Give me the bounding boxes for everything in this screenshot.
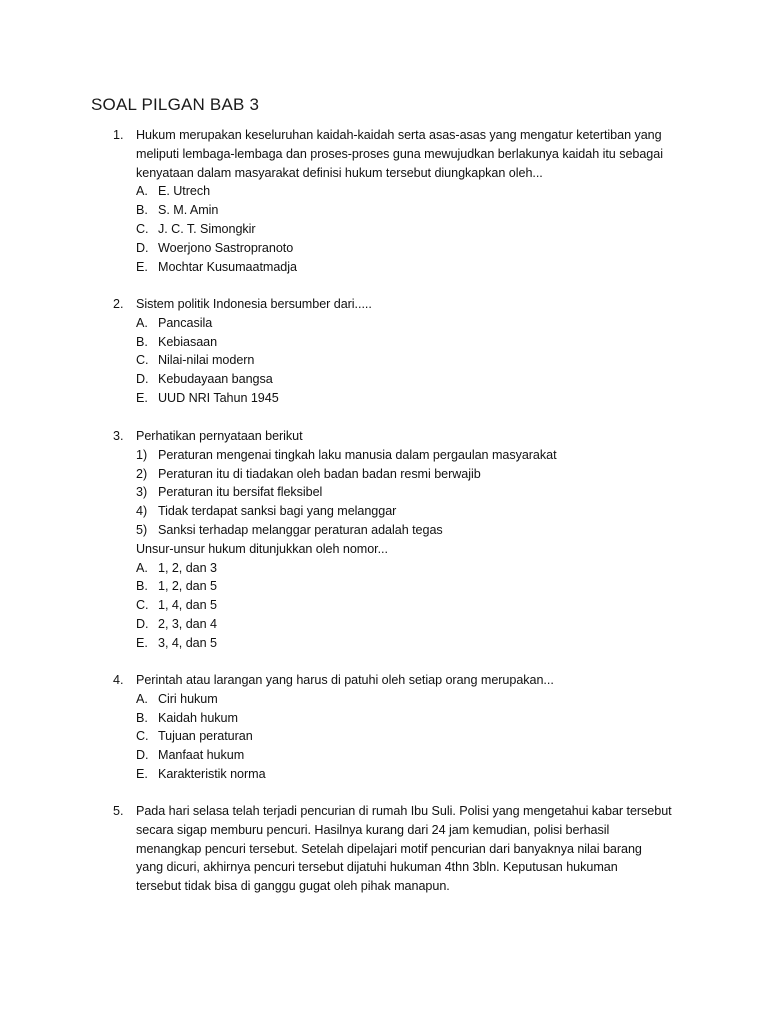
statement-4: [136, 502, 673, 521]
option-text: Karakteristik norma: [158, 766, 266, 781]
option-text: Woerjono Sastropranoto: [158, 240, 294, 255]
question-line: Perintah atau larangan yang harus di patuhi oleh setiap orang merupakan...: [136, 673, 554, 687]
question-prompt: Unsur-unsur hukum ditunjukkan oleh nomor...: [136, 541, 388, 556]
option-text: Kaidah hukum: [158, 710, 238, 725]
question-number: 1.: [113, 128, 124, 142]
question-line: meliputi lembaga-lembaga dan proses-proses guna mewujudkan berlakunya kaidah itu sebagai: [136, 146, 663, 161]
statement-2: [136, 465, 673, 484]
question-number: 5.: [113, 804, 124, 818]
option-key: A.: [136, 691, 148, 706]
statement-text: Peraturan mengenai tingkah laku manusia dalam pergaulan masyarakat: [158, 447, 557, 462]
statement-key: 1): [136, 447, 148, 462]
option-key: B.: [136, 579, 148, 594]
option-e: [136, 634, 673, 653]
statement-key: 3): [136, 485, 148, 500]
question-line: Sistem politik Indonesia bersumber dari.....: [136, 297, 372, 311]
option-text: 3, 4, dan 5: [158, 635, 217, 650]
statement-1: [136, 446, 673, 465]
option-b: [136, 201, 673, 220]
option-e: [136, 389, 673, 408]
statement-text: Peraturan itu di tiadakan oleh badan badan resmi berwajib: [158, 466, 481, 481]
question-line: yang dicuri, akhirnya pencuri tersebut dijatuhi hukuman 4thn 3bln. Keputusan hukuman: [136, 860, 618, 875]
statement-5: [136, 521, 673, 540]
option-key: D.: [136, 240, 149, 255]
option-text: Ciri hukum: [158, 691, 218, 706]
question-number: 2.: [113, 297, 124, 311]
option-c: [136, 351, 673, 370]
option-a: [136, 559, 673, 578]
option-key: B.: [136, 710, 148, 725]
question-line: kenyataan dalam masyarakat definisi hukum tersebut diungkapkan oleh...: [136, 165, 543, 180]
option-text: Tujuan peraturan: [158, 729, 253, 744]
option-b: [136, 709, 673, 728]
option-text: Pancasila: [158, 315, 213, 330]
question-line: Perhatikan pernyataan berikut: [136, 429, 303, 443]
option-text: 1, 2, dan 3: [158, 560, 217, 575]
question-number: 3.: [113, 429, 124, 443]
option-text: Manfaat hukum: [158, 748, 245, 763]
option-key: E.: [136, 635, 148, 650]
option-key: B.: [136, 203, 148, 218]
option-key: C.: [136, 221, 149, 236]
question-line: Pada hari selasa telah terjadi pencurian di rumah Ibu Suli. Polisi yang mengetahui kabar tersebut: [136, 804, 672, 818]
option-key: C.: [136, 353, 149, 368]
option-a: [136, 314, 673, 333]
option-key: A.: [136, 560, 148, 575]
option-text: Kebiasaan: [158, 334, 218, 349]
question-3: [113, 427, 673, 653]
question-line: Hukum merupakan keseluruhan kaidah-kaidah serta asas-asas yang mengatur ketertiban yang: [136, 128, 662, 142]
statement-text: Sanksi terhadap melanggar peraturan adalah tegas: [158, 522, 443, 537]
option-c: [136, 220, 673, 239]
question-text: [136, 671, 673, 690]
option-text: Kebudayaan bangsa: [158, 372, 273, 387]
option-key: E.: [136, 390, 148, 405]
option-text: S. M. Amin: [158, 203, 219, 218]
question-text: [136, 427, 673, 446]
option-b: [136, 333, 673, 352]
option-key: D.: [136, 616, 149, 631]
option-text: 1, 4, dan 5: [158, 598, 217, 613]
option-b: [136, 577, 673, 596]
option-d: [136, 615, 673, 634]
question-line: menangkap pencuri tersebut. Setelah dipelajari motif pencurian dari banyaknya nilai barang: [136, 841, 642, 856]
statement-text: Tidak terdapat sanksi bagi yang melanggar: [158, 504, 397, 519]
option-text: Mochtar Kusumaatmadja: [158, 259, 297, 274]
option-text: Nilai-nilai modern: [158, 353, 255, 368]
document-title: SOAL PILGAN BAB 3: [91, 95, 260, 114]
option-key: A.: [136, 315, 148, 330]
option-d: [136, 239, 673, 258]
option-d: [136, 746, 673, 765]
option-key: C.: [136, 598, 149, 613]
option-c: [136, 727, 673, 746]
option-a: [136, 182, 673, 201]
question-line: tersebut tidak bisa di ganggu gugat oleh pihak manapun.: [136, 879, 450, 894]
option-key: D.: [136, 372, 149, 387]
statement-text: Peraturan itu bersifat fleksibel: [158, 485, 323, 500]
option-text: UUD NRI Tahun 1945: [158, 390, 279, 405]
question-text: [136, 295, 673, 314]
option-d: [136, 370, 673, 389]
option-text: J. C. T. Simongkir: [158, 221, 256, 236]
statement-key: 4): [136, 504, 148, 519]
statement-key: 2): [136, 466, 148, 481]
option-text: E. Utrech: [158, 184, 211, 199]
question-5: [113, 802, 673, 896]
question-2: [113, 295, 673, 408]
option-e: [136, 258, 673, 277]
question-text: [136, 802, 673, 896]
statement-3: [136, 483, 673, 502]
question-text: [136, 126, 673, 182]
option-key: C.: [136, 729, 149, 744]
option-key: D.: [136, 748, 149, 763]
option-key: B.: [136, 334, 148, 349]
option-text: 1, 2, dan 5: [158, 579, 217, 594]
option-c: [136, 596, 673, 615]
question-line: secara sigap memburu pencuri. Hasilnya kurang dari 24 jam kemudian, polisi berhasil: [136, 822, 610, 837]
option-key: E.: [136, 259, 148, 274]
question-number: 4.: [113, 673, 124, 687]
statement-key: 5): [136, 522, 148, 537]
option-a: [136, 690, 673, 709]
question-4: [113, 671, 673, 784]
option-e: [136, 765, 673, 784]
option-key: E.: [136, 766, 148, 781]
question-1: [113, 126, 673, 276]
option-text: 2, 3, dan 4: [158, 616, 217, 631]
option-key: A.: [136, 184, 148, 199]
